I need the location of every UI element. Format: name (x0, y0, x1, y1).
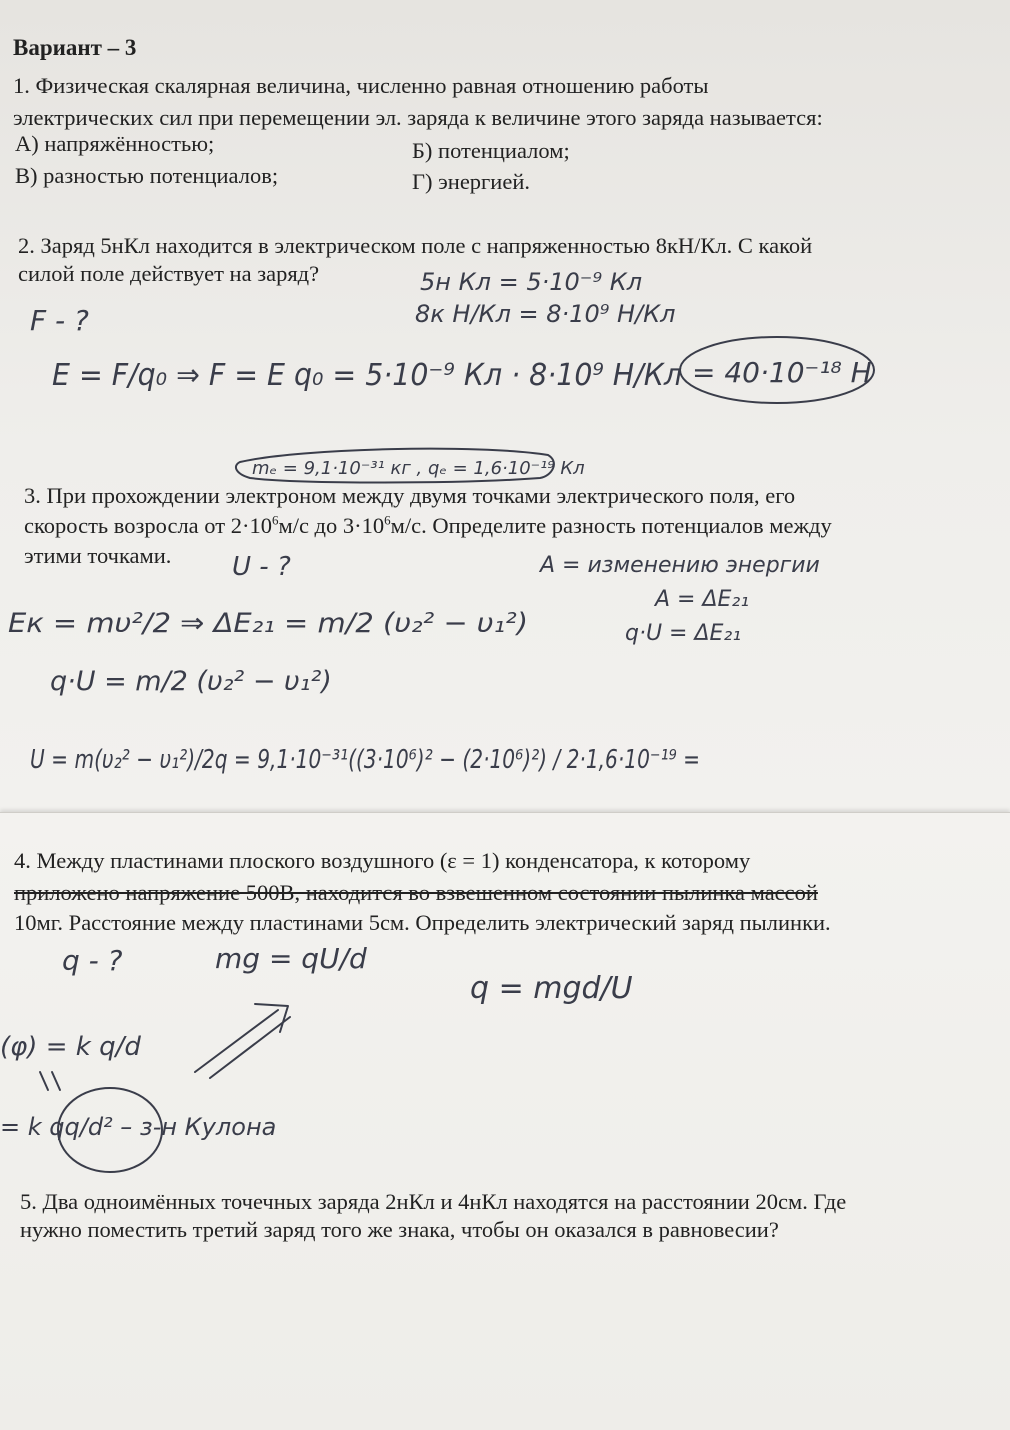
q3-line1: 3. Пpи прохождении электроном между двумя точками электрического поля, его (24, 483, 796, 508)
q4-hw-eq1: mg = qU/d (215, 942, 367, 975)
q4-line2: приложено напряжение 500В, находится во взвешенном состоянии пылинка массой (14, 880, 818, 905)
q4-hw-given: q - ? (62, 944, 123, 977)
q5-line1: 5. Два одноимённых точечных заряда 2нКл и 4нКл находятся на расстоянии 20см. Где (20, 1189, 847, 1214)
q4-hw-eq2: q = mgd/U (470, 971, 633, 1006)
q3-hw-eq3: U = m(υ₂² − υ₁²)/2q = 9,1·10⁻³¹((3·10⁶)² − (2·10⁶)²) / 2·1,6·10⁻¹⁹ = (30, 745, 700, 775)
q2-hw-answer: = 40·10⁻¹⁸ Н (692, 356, 872, 389)
q2-hw-conv2: 8к Н/Кл = 8·10⁹ Н/Кл (415, 300, 676, 328)
q2-hw-given: F - ? (30, 304, 89, 337)
q2-hw-formula: E = F/q₀ ⇒ F = E q₀ = 5·10⁻⁹ Кл · 8·10⁹ Н/Кл (52, 358, 682, 393)
q3-line3: этими точками. (24, 543, 172, 568)
q4-line1: 4. Между пластинами плоского воздушного (ε = 1) конденсатора, к которому (14, 848, 751, 873)
q1-line2: электрических сил при перемещении эл. заряда к величине этого заряда называется: (13, 105, 823, 130)
q1-line1: 1. Физическая скалярная величина, численно равная отношению работы (13, 73, 709, 98)
q3-hw-note: mₑ = 9,1·10⁻³¹ кг , qₑ = 1,6·10⁻¹⁹ Кл (252, 458, 585, 479)
q4-hw-eq4: = k qq/d² – з-н Кулона (0, 1113, 277, 1141)
q5-line2: нужно поместить третий заряд того же знака, чтобы он оказался в равновесии? (20, 1217, 779, 1242)
q3-hw-eq2: q·U = m/2 (υ₂² − υ₁²) (50, 666, 332, 697)
q3-line2: скорость возросла от $2\cdot 10^6м/с$ до $3\cdot 10^6м/с$. Определите разность потенциалов между (24, 512, 832, 538)
q1-option-d: Г) энергией. (412, 169, 530, 194)
q1-option-b: Б) потенциалом; (412, 138, 570, 163)
q3-hw-eq1: Eк = mυ²/2 ⇒ ΔE₂₁ = m/2 (υ₂² − υ₁²) (8, 608, 528, 639)
q4-line3: 10мг. Расстояние между пластинами 5см. Определить электрический заряд пылинки. (14, 910, 831, 935)
q3-hw-side1: A = изменению энергии (540, 553, 820, 578)
q2-line2: силой поле действует на заряд? (18, 261, 320, 286)
q2-hw-conv1: 5н Кл = 5·10⁻⁹ Кл (420, 268, 643, 296)
q3-hw-side2: A = ΔE₂₁ (655, 587, 750, 612)
q2-line1: 2. Заряд 5нКл находится в электрическом поле с напряженностью 8кН/Кл. С какой (18, 233, 813, 258)
variant-title: Вариант – 3 (13, 35, 137, 60)
q1-option-a: А) напряжённостью; (15, 131, 215, 156)
q3-hw-side3: q·U = ΔE₂₁ (625, 621, 742, 646)
q4-hw-eq3: (φ) = k q/d (0, 1032, 141, 1062)
q3-hw-given: U - ? (232, 552, 291, 582)
q1-option-c: В) разностью потенциалов; (15, 163, 279, 188)
